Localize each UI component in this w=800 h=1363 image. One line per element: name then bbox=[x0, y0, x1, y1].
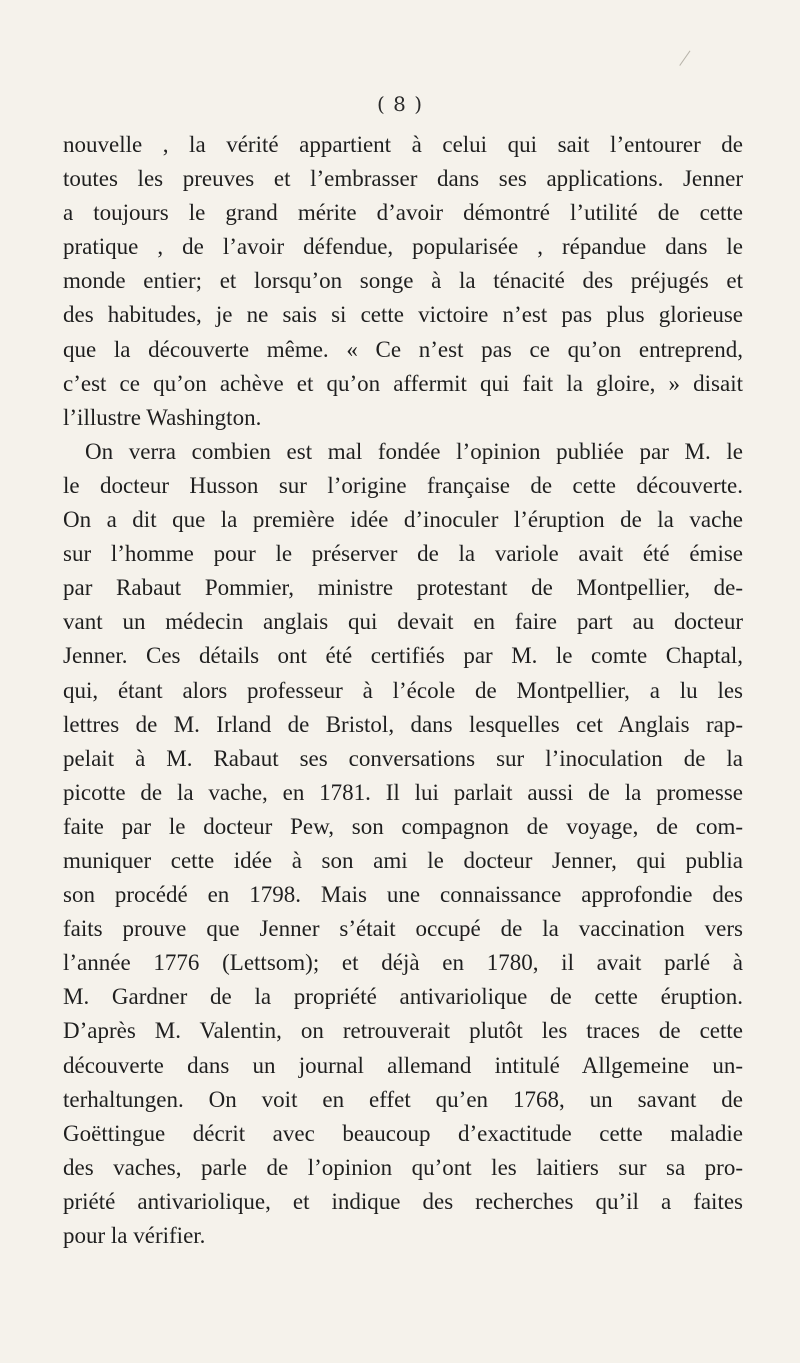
text-line: muniquer cette idée à son ami le docteur Jenner, qui publia bbox=[63, 847, 743, 873]
text-line: terhaltungen. On voit en effet qu’en 1768, un savant de bbox=[63, 1086, 743, 1112]
text-line: pour la vérifier. bbox=[63, 1223, 206, 1248]
text-line: priété antivariolique, et indique des recherches qu’il a faites bbox=[63, 1188, 743, 1214]
text-line: D’après M. Valentin, on retrouverait plutôt les traces de cette bbox=[63, 1018, 743, 1044]
text-line: lettres de M. Irland de Bristol, dans lesquelles cet Anglais rap- bbox=[63, 711, 743, 737]
ink-mark bbox=[665, 40, 691, 66]
text-line: Goëttingue décrit avec beaucoup d’exactitude cette maladie bbox=[63, 1120, 743, 1146]
text-line: faite par le docteur Pew, son compagnon de voyage, de com- bbox=[63, 813, 743, 839]
text-line: nouvelle , la vérité appartient à celui qui sait l’entourer de bbox=[63, 132, 743, 157]
text-line: faits prouve que Jenner s’était occupé de la vaccination vers bbox=[63, 916, 743, 942]
text-line: toutes les preuves et l’embrasser dans ses applications. Jenner bbox=[63, 166, 743, 192]
text-line: sur l’homme pour le préserver de la variole avait été émise bbox=[63, 541, 743, 567]
text-line: pelait à M. Rabaut ses conversations sur l’inoculation de la bbox=[63, 745, 743, 771]
text-line: son procédé en 1798. Mais une connaissance approfondie des bbox=[63, 882, 743, 908]
text-line: M. Gardner de la propriété antivariolique de cette éruption. bbox=[63, 984, 743, 1010]
text-line: pratique , de l’avoir défendue, popularisée , répandue dans le bbox=[63, 234, 743, 260]
text-line: Jenner. Ces détails ont été certifiés par M. le comte Chaptal, bbox=[63, 643, 743, 669]
text-line: des vaches, parle de l’opinion qu’ont les laitiers sur sa pro- bbox=[63, 1154, 743, 1180]
text-line: picotte de la vache, en 1781. Il lui parlait aussi de la promesse bbox=[63, 779, 743, 805]
text-line: l’illustre Washington. bbox=[63, 404, 262, 430]
text-line: des habitudes, je ne sais si cette victoire n’est pas plus glorieuse bbox=[63, 302, 743, 328]
text-line: On a dit que la première idée d’inoculer l’éruption de la vache bbox=[63, 507, 743, 533]
text-line: vant un médecin anglais qui devait en faire part au docteur bbox=[63, 609, 743, 635]
text-line: l’année 1776 (Lettsom); et déjà en 1780, il avait parlé à bbox=[63, 950, 743, 976]
text-line: On verra combien est mal fondée l’opinion publiée par M. le bbox=[85, 438, 743, 464]
text-line: c’est ce qu’on achève et qu’on affermit qui fait la gloire, » disait bbox=[63, 370, 743, 396]
text-line: a toujours le grand mérite d’avoir démontré l’utilité de cette bbox=[63, 200, 743, 226]
text-line: monde entier; et lorsqu’on songe à la ténacité des préjugés et bbox=[63, 268, 743, 294]
text-line: par Rabaut Pommier, ministre protestant de Montpellier, de- bbox=[63, 575, 743, 601]
text-line: que la découverte même. « Ce n’est pas ce qu’on entreprend, bbox=[63, 336, 743, 362]
text-line: découverte dans un journal allemand intitulé Allgemeine un- bbox=[63, 1052, 743, 1078]
body-text bbox=[63, 128, 743, 1253]
text-line: qui, étant alors professeur à l’école de Montpellier, a lu les bbox=[63, 677, 743, 703]
page-number: ( 8 ) bbox=[376, 92, 424, 116]
text-line: le docteur Husson sur l’origine française de cette découverte. bbox=[63, 472, 743, 498]
